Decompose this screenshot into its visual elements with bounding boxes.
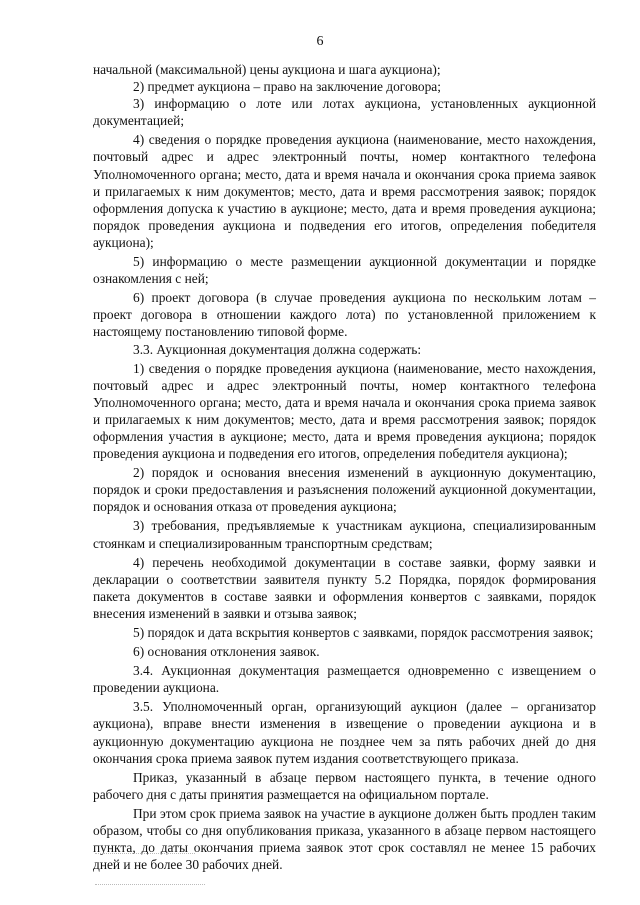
page-number: 6 (316, 34, 324, 49)
paragraph: 3.4. Аукционная документация размещается одновременно с извещением о проведении аукциона. (93, 663, 596, 696)
scan-artifact (95, 884, 205, 886)
list-item: 6) основания отклонения заявок. (133, 644, 320, 660)
list-item: 5) информацию о месте размещении аукционной документации и порядке ознакомления с ней; (93, 254, 596, 287)
paragraph: 3.5. Уполномоченный орган, организующий аукцион (далее – организатор аукциона), вправе внести изменения в извещение о проведении аукциона и в аукционную документацию аукциона не позднее чем за пять рабочих дней до дня окончания срока приема заявок путем издания соответствующего приказа. (93, 699, 596, 766)
list-item: 3) информацию о лоте или лотах аукциона, установленных аукционной документацией; (93, 96, 596, 129)
list-item: 4) сведения о порядке проведения аукциона (наименование, место нахождения, почтовый адрес и адрес электронный почты, номер контактного телефона Уполномоченного органа; место, дата и время начала и окончания срока приема заявок и прилагаемых к ним документов; место, дата и время рассмотрения заявок; порядок оформления допуска к участию в аукционе; место, дата и время проведения аукциона; порядок проведения аукциона и подведения его итогов, определения победителя аукциона); (93, 132, 596, 250)
list-item: 6) проект договора (в случае проведения аукциона по нескольким лотам – проект договора в отношении каждого лота) по установленной приложением к настоящему постановлению типовой форме. (93, 290, 596, 340)
list-item: 5) порядок и дата вскрытия конвертов с заявками, порядок рассмотрения заявок; (133, 625, 594, 640)
list-item: 2) порядок и основания внесения изменений в аукционную документацию, порядок и сроки предоставления и разъяснения положений аукционной документации, порядок и основания отказа от проведения аукциона; (93, 465, 596, 515)
scan-artifact (95, 853, 195, 855)
paragraph: При этом срок приема заявок на участие в аукционе должен быть продлен таким образом, чтобы со дня опубликования приказа, указанного в абзаце первом настоящего пункта, до даты окончания приема заявок этот срок составлял не менее 15 рабочих дней и не более 30 рабочих дней. (93, 805, 596, 873)
document-body (93, 61, 596, 873)
list-item: 1) сведения о порядке проведения аукциона (наименование, место нахождения, почтовый адрес и адрес электронный почты, номер контактного телефона Уполномоченного органа; место, дата и время начала и окончания срока приема заявок и прилагаемых к ним документов; место, дата и время рассмотрения заявок; порядок оформления участия в аукционе; место, дата и время проведения аукциона; порядок проведения аукциона и подведения его итогов, определения победителя аукциона); (93, 360, 596, 462)
paragraph: начальной (максимальной) цены аукциона и шага аукциона); (93, 62, 441, 77)
list-item: 3) требования, предъявляемые к участникам аукциона, специализированным стоянкам и специализированным транспортным средствам; (93, 518, 596, 551)
paragraph: Приказ, указанный в абзаце первом настоящего пункта, в течение одного рабочего дня с даты принятия размещается на официальном портале. (93, 769, 596, 802)
section-heading: 3.3. Аукционная документация должна содержать: (133, 341, 422, 357)
list-item: 2) предмет аукциона – право на заключение договора; (133, 79, 441, 95)
list-item: 4) перечень необходимой документации в составе заявки, форму заявки и декларации о соответствии заявителя пункту 5.2 Порядка, порядок формирования пакета документов в составе заявки и оформления конвертов с заявками, порядок внесения изменений в заявки и отзыва заявок; (93, 554, 596, 621)
